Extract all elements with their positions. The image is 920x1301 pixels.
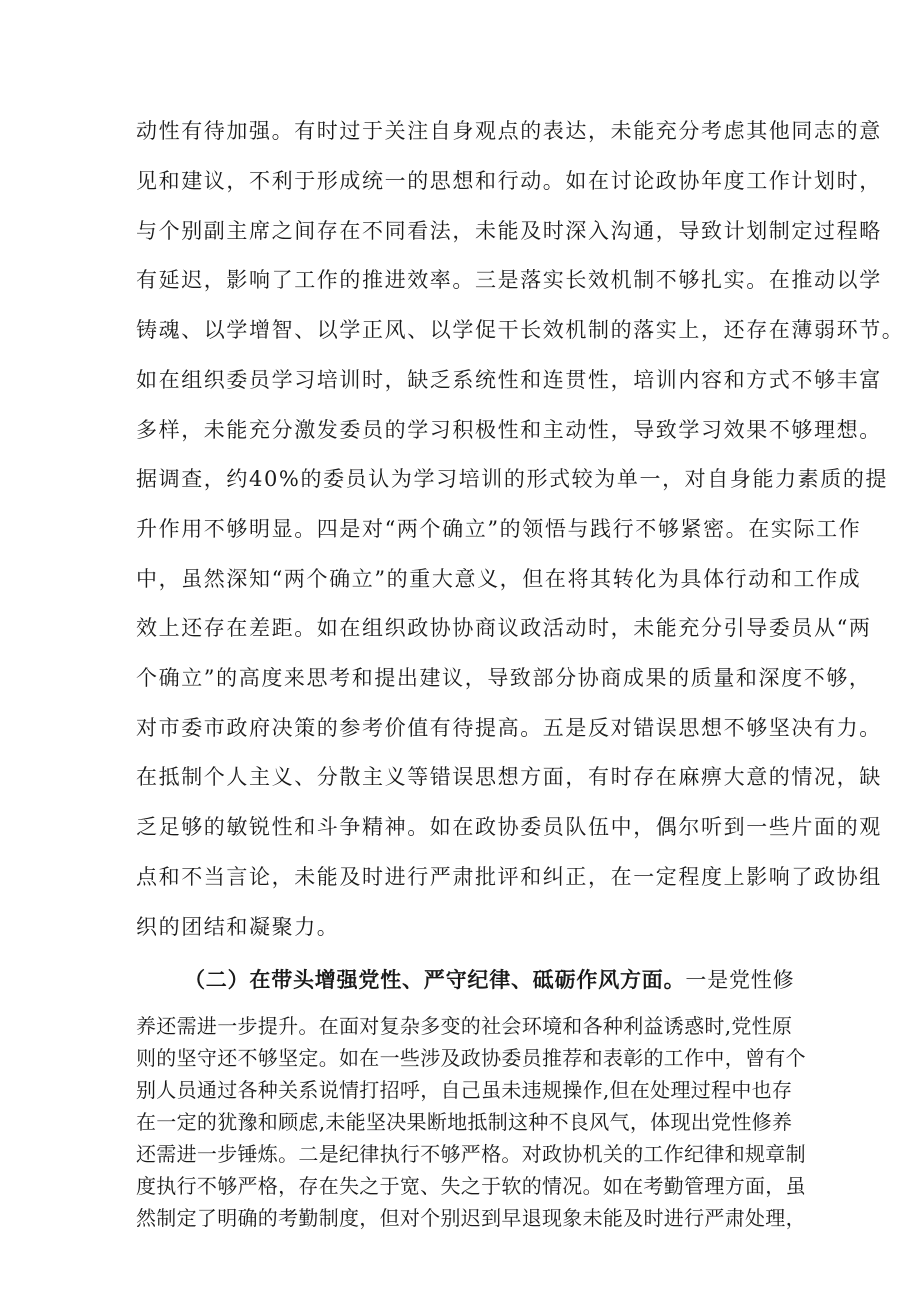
text-line: 别人员通过各种关系说情打招呼，自己虽未违规操作,但在处理过程中也存 xyxy=(136,1078,793,1102)
text-line: 升作用不够明显。四是对“两个确立”的领悟与践行不够紧密。在实际工作 xyxy=(136,517,862,541)
text-line: 在抵制个人主义、分散主义等错误思想方面，有时存在麻痹大意的情况，缺 xyxy=(136,765,882,789)
text-line: 在一定的犹豫和顾虑,未能坚决果断地抵制这种不良风气，体现出党性修养 xyxy=(136,1110,793,1134)
text-line: 中，虽然深知“两个确立”的重大意义，但在将其转化为具体行动和工作成 xyxy=(136,567,862,591)
section-heading xyxy=(184,964,794,994)
text-line: 则的坚守还不够坚定。如在一些涉及政协委员推荐和表彰的工作中，曾有个 xyxy=(136,1046,806,1070)
section-heading-title: （二）在带头增强党性、严守纪律、砥砺作风方面。 xyxy=(184,967,686,992)
text-line: 对市委市政府决策的参考价值有待提高。五是反对错误思想不够坚决有力。 xyxy=(136,716,882,740)
text-line: 个确立”的高度来思考和提出建议，导致部分协商成果的质量和深度不够， xyxy=(136,666,872,690)
text-line: 据调查，约40%的委员认为学习培训的形式较为单一，对自身能力素质的提 xyxy=(136,467,889,491)
section-heading-continuation: 一是党性修 xyxy=(685,968,795,992)
text-line: 如在组织委员学习培训时，缺乏系统性和连贯性，培训内容和方式不够丰富 xyxy=(136,368,882,392)
text-line: 见和建议，不利于形成统一的思想和行动。如在讨论政协年度工作计划时， xyxy=(136,169,882,193)
text-line: 养还需进一步提升。在面对复杂多变的社会环境和各种利益诱惑时,党性原 xyxy=(136,1014,793,1038)
text-line: 与个别副主席之间存在不同看法，未能及时深入沟通，导致计划制定过程略 xyxy=(136,219,882,243)
text-line: 铸魂、以学增智、以学正风、以学促干长效机制的落实上，还存在薄弱环节。 xyxy=(136,318,905,342)
text-line: 多样，未能充分激发委员的学习积极性和主动性，导致学习效果不够理想。 xyxy=(136,418,882,442)
text-line: 然制定了明确的考勤制度，但对个别迟到早退现象未能及时进行严肃处理， xyxy=(136,1206,806,1230)
text-line: 乏足够的敏锐性和斗争精神。如在政协委员队伍中，偶尔听到一些片面的观 xyxy=(136,815,882,839)
text-line: 点和不当言论，未能及时进行严肃批评和纠正，在一定程度上影响了政协组 xyxy=(136,865,882,889)
text-line: 有延迟，影响了工作的推进效率。三是落实长效机制不够扎实。在推动以学 xyxy=(136,268,882,292)
text-line: 织的团结和凝聚力。 xyxy=(136,915,340,939)
text-line: 效上还存在差距。如在组织政协协商议政活动时，未能充分引导委员从“两 xyxy=(136,616,872,640)
text-line: 度执行不够严格，存在失之于宽、失之于软的情况。如在考勤管理方面，虽 xyxy=(136,1174,806,1198)
text-line: 还需进一步锤炼。二是纪律执行不够严格。对政协机关的工作纪律和规章制 xyxy=(136,1142,806,1166)
text-line: 动性有待加强。有时过于关注自身观点的表达，未能充分考虑其他同志的意 xyxy=(136,119,882,143)
